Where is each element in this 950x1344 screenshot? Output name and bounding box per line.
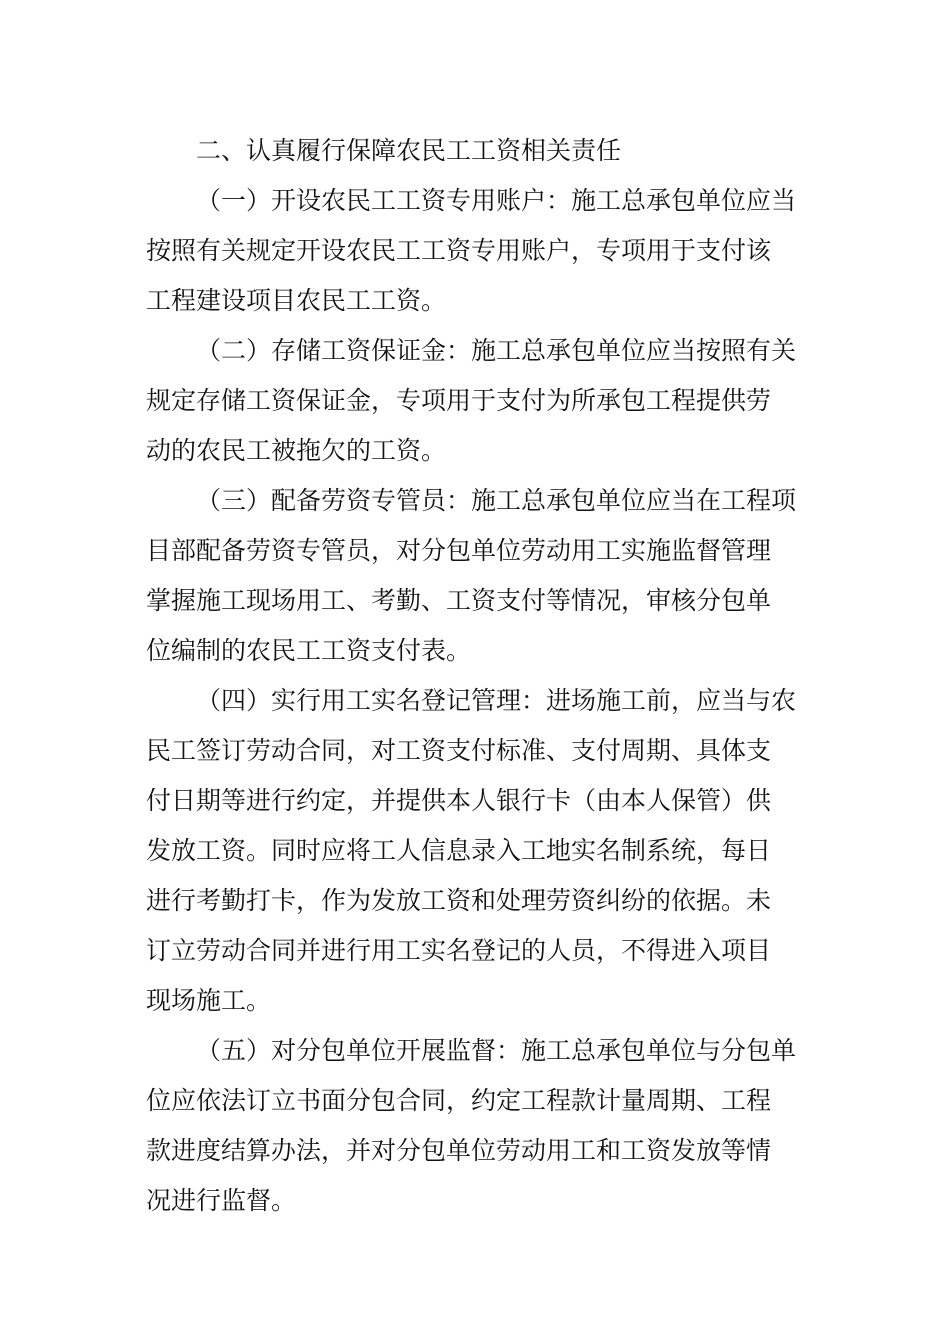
paragraph-5 bbox=[146, 1026, 810, 1226]
paragraph-line: （三）配备劳资专管员：施工总承包单位应当在工程项 bbox=[196, 486, 797, 515]
paragraph-line: 按照有关规定开设农民工工资专用账户，专项用于支付该 bbox=[146, 236, 772, 265]
paragraph-2 bbox=[146, 326, 810, 476]
paragraph-line: 民工签订劳动合同，对工资支付标准、支付周期、具体支 bbox=[146, 736, 772, 765]
paragraph-line: （四）实行用工实名登记管理：进场施工前，应当与农 bbox=[196, 686, 797, 715]
paragraph-line: 订立劳动合同并进行用工实名登记的人员，不得进入项目 bbox=[146, 936, 772, 965]
paragraph-line: 掌握施工现场用工、考勤、工资支付等情况，审核分包单 bbox=[146, 586, 772, 615]
paragraph-line: 工程建设项目农民工工资。 bbox=[146, 286, 447, 315]
paragraph-line: 位编制的农民工工资支付表。 bbox=[146, 636, 472, 665]
paragraph-line: 进行考勤打卡，作为发放工资和处理劳资纠纷的依据。未 bbox=[146, 886, 772, 915]
paragraph-line: 发放工资。同时应将工人信息录入工地实名制系统，每日 bbox=[146, 836, 772, 865]
document-body bbox=[146, 126, 810, 1226]
paragraph-line: 况进行监督。 bbox=[146, 1186, 297, 1215]
paragraph-line: （一）开设农民工工资专用账户：施工总承包单位应当 bbox=[196, 186, 797, 215]
paragraph-4 bbox=[146, 676, 810, 1026]
paragraph-3 bbox=[146, 476, 810, 676]
section-heading bbox=[146, 126, 810, 176]
paragraph-1 bbox=[146, 176, 810, 326]
paragraph-line: 规定存储工资保证金，专项用于支付为所承包工程提供劳 bbox=[146, 386, 772, 415]
paragraph-line: 现场施工。 bbox=[146, 986, 272, 1015]
paragraph-line: 款进度结算办法，并对分包单位劳动用工和工资发放等情 bbox=[146, 1136, 772, 1165]
paragraph-line: 付日期等进行约定，并提供本人银行卡（由本人保管）供 bbox=[146, 786, 772, 815]
heading-line: 二、认真履行保障农民工工资相关责任 bbox=[196, 136, 622, 165]
paragraph-line: （五）对分包单位开展监督：施工总承包单位与分包单 bbox=[196, 1036, 797, 1065]
paragraph-line: 动的农民工被拖欠的工资。 bbox=[146, 436, 447, 465]
paragraph-line: 位应依法订立书面分包合同，约定工程款计量周期、工程 bbox=[146, 1086, 772, 1115]
paragraph-line: （二）存储工资保证金：施工总承包单位应当按照有关 bbox=[196, 336, 797, 365]
paragraph-line: 目部配备劳资专管员，对分包单位劳动用工实施监督管理 bbox=[146, 536, 772, 565]
